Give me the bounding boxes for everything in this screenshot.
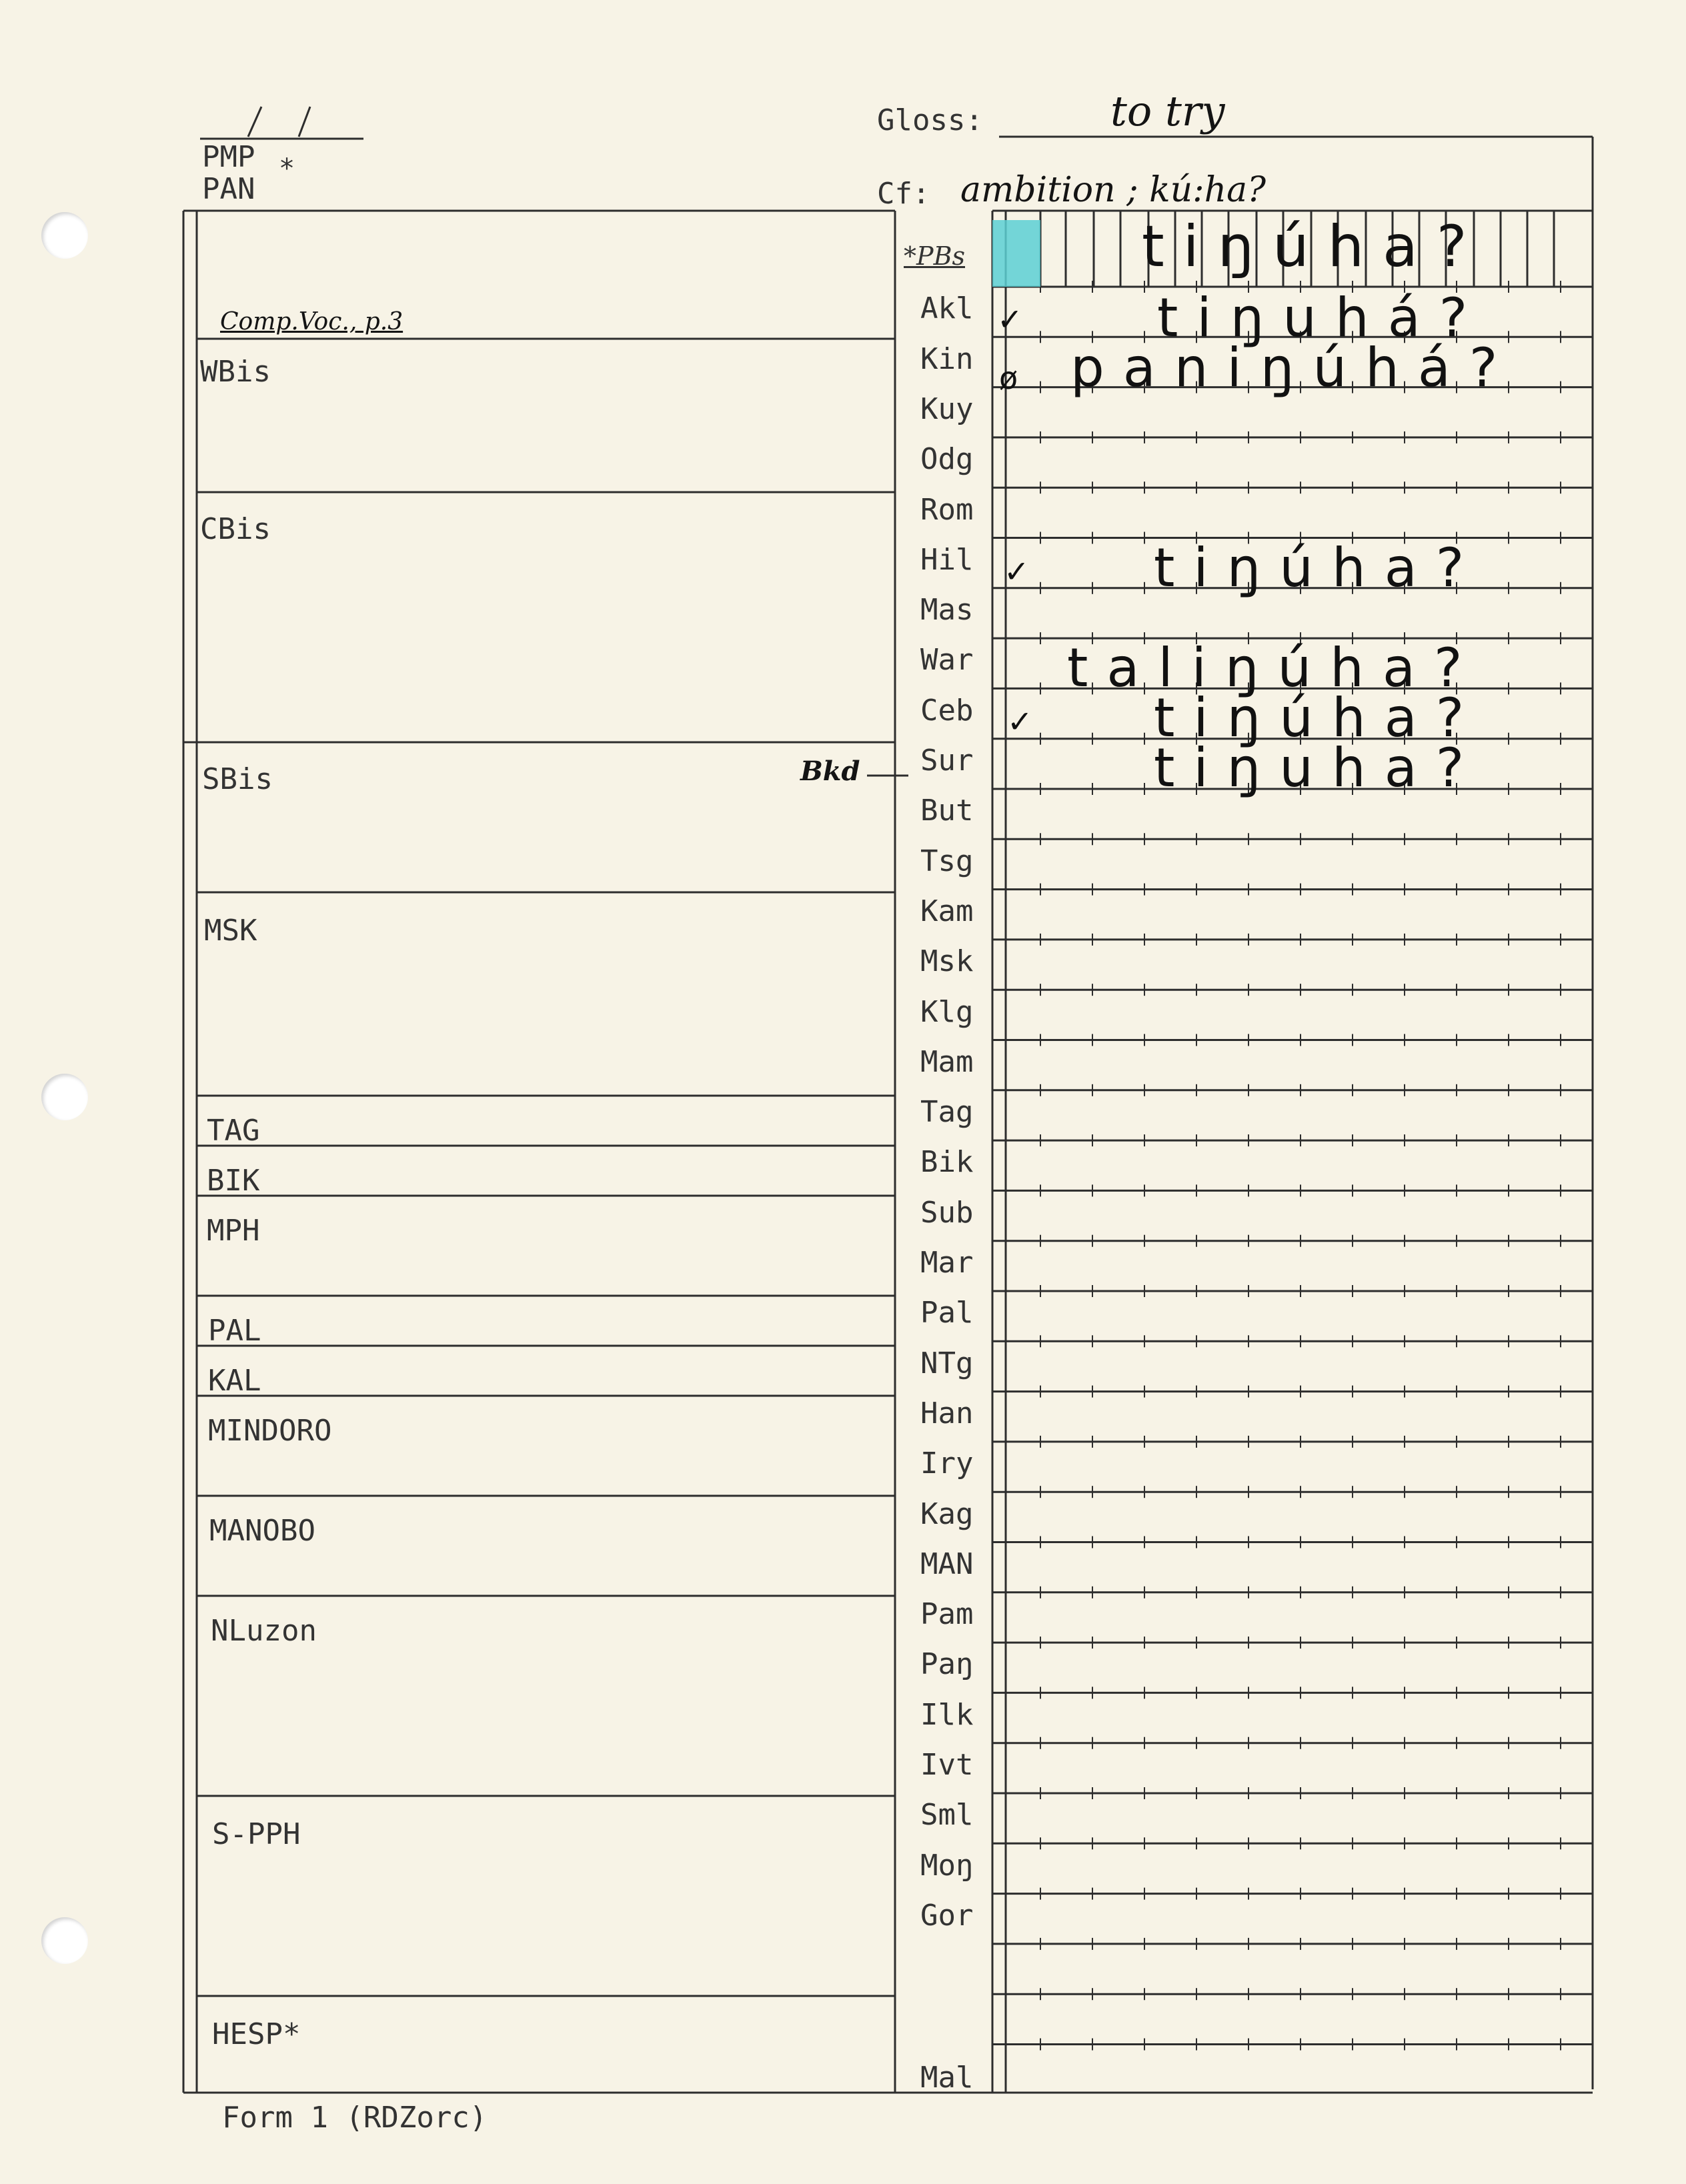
pan-label: PAN bbox=[202, 172, 255, 206]
group-label: MINDORO bbox=[208, 1414, 332, 1448]
language-label: Ivt bbox=[920, 1748, 974, 1782]
language-label: War bbox=[920, 643, 974, 678]
reflex-hil: tiŋúha? bbox=[1154, 537, 1483, 599]
language-label: Mas bbox=[920, 593, 974, 628]
asterisk-label: * bbox=[279, 153, 295, 184]
group-label: PAL bbox=[208, 1314, 261, 1348]
language-label: Ilk bbox=[920, 1697, 974, 1732]
language-label: Sml bbox=[920, 1798, 974, 1833]
check-mark-akl: ✓ bbox=[997, 301, 1023, 337]
language-label: Hil bbox=[920, 542, 974, 577]
group-label: HESP* bbox=[212, 2017, 301, 2051]
language-label: Han bbox=[920, 1396, 974, 1430]
reflex-war: taliŋúha? bbox=[1067, 637, 1481, 699]
form-footer: Form 1 (RDZorc) bbox=[222, 2101, 488, 2135]
group-label: KAL bbox=[208, 1364, 261, 1398]
language-label: Odg bbox=[920, 442, 974, 477]
language-label: Mar bbox=[920, 1246, 974, 1280]
language-label: Tsg bbox=[920, 844, 974, 878]
group-label: MPH bbox=[207, 1214, 260, 1248]
language-label: Ceb bbox=[920, 693, 974, 728]
language-label: Akl bbox=[920, 291, 974, 326]
language-label: NTg bbox=[920, 1346, 974, 1380]
pmp-label: PMP bbox=[202, 140, 255, 174]
language-label: Kam bbox=[920, 894, 974, 928]
language-label: Kag bbox=[920, 1496, 974, 1531]
check-mark-ceb: ✓ bbox=[1007, 704, 1033, 740]
bkd-note: Bkd bbox=[800, 756, 860, 787]
check-mark-hil: ✓ bbox=[1004, 554, 1030, 590]
language-label: Mal bbox=[920, 2061, 974, 2095]
language-label: Msk bbox=[920, 944, 974, 979]
language-label: But bbox=[920, 794, 974, 828]
reflex-sur: tiŋuha? bbox=[1154, 737, 1483, 799]
language-label: Bik bbox=[920, 1145, 974, 1180]
language-label: Gor bbox=[920, 1898, 974, 1933]
group-label: WBis bbox=[200, 355, 271, 389]
null-mark-kin: ø bbox=[999, 360, 1018, 396]
language-label: Moŋ bbox=[920, 1848, 974, 1883]
group-label: NLuzon bbox=[211, 1614, 317, 1648]
gloss-value: to try bbox=[1110, 87, 1225, 135]
group-label: BIK bbox=[207, 1164, 260, 1198]
language-label: Pam bbox=[920, 1597, 974, 1632]
group-label: CBis bbox=[200, 512, 271, 546]
highlight-box bbox=[992, 220, 1040, 287]
language-label: Tag bbox=[920, 1095, 974, 1130]
group-label: MSK bbox=[204, 914, 257, 948]
reflex-pbs: tiŋúha? bbox=[1142, 213, 1486, 280]
group-label: S-PPH bbox=[212, 1817, 301, 1851]
language-label: Iry bbox=[920, 1446, 974, 1481]
language-label: Sub bbox=[920, 1195, 974, 1230]
cf-value: ambition ; kú:ha? bbox=[960, 170, 1267, 210]
reflex-ceb: tiŋúha? bbox=[1154, 687, 1483, 749]
language-label: Mam bbox=[920, 1044, 974, 1079]
language-label: *PBs bbox=[904, 241, 965, 271]
language-label: Sur bbox=[920, 744, 974, 778]
group-label: MANOBO bbox=[209, 1514, 315, 1548]
language-label: Kuy bbox=[920, 391, 974, 426]
reflex-akl: tiŋuhá? bbox=[1157, 287, 1487, 349]
comp-voc-note: Comp.Voc., p.3 bbox=[220, 308, 403, 335]
language-label: Rom bbox=[920, 492, 974, 527]
language-label: Kin bbox=[920, 341, 974, 376]
language-label: Pal bbox=[920, 1296, 974, 1330]
language-label: MAN bbox=[920, 1546, 974, 1581]
language-label: Paŋ bbox=[920, 1647, 974, 1682]
cf-label: Cf: bbox=[877, 177, 930, 211]
gloss-label: Gloss: bbox=[877, 103, 983, 137]
reflex-kin: paniŋúhá? bbox=[1070, 337, 1517, 399]
language-label: Klg bbox=[920, 994, 974, 1029]
group-label: SBis bbox=[202, 762, 273, 796]
group-label: TAG bbox=[207, 1114, 260, 1148]
